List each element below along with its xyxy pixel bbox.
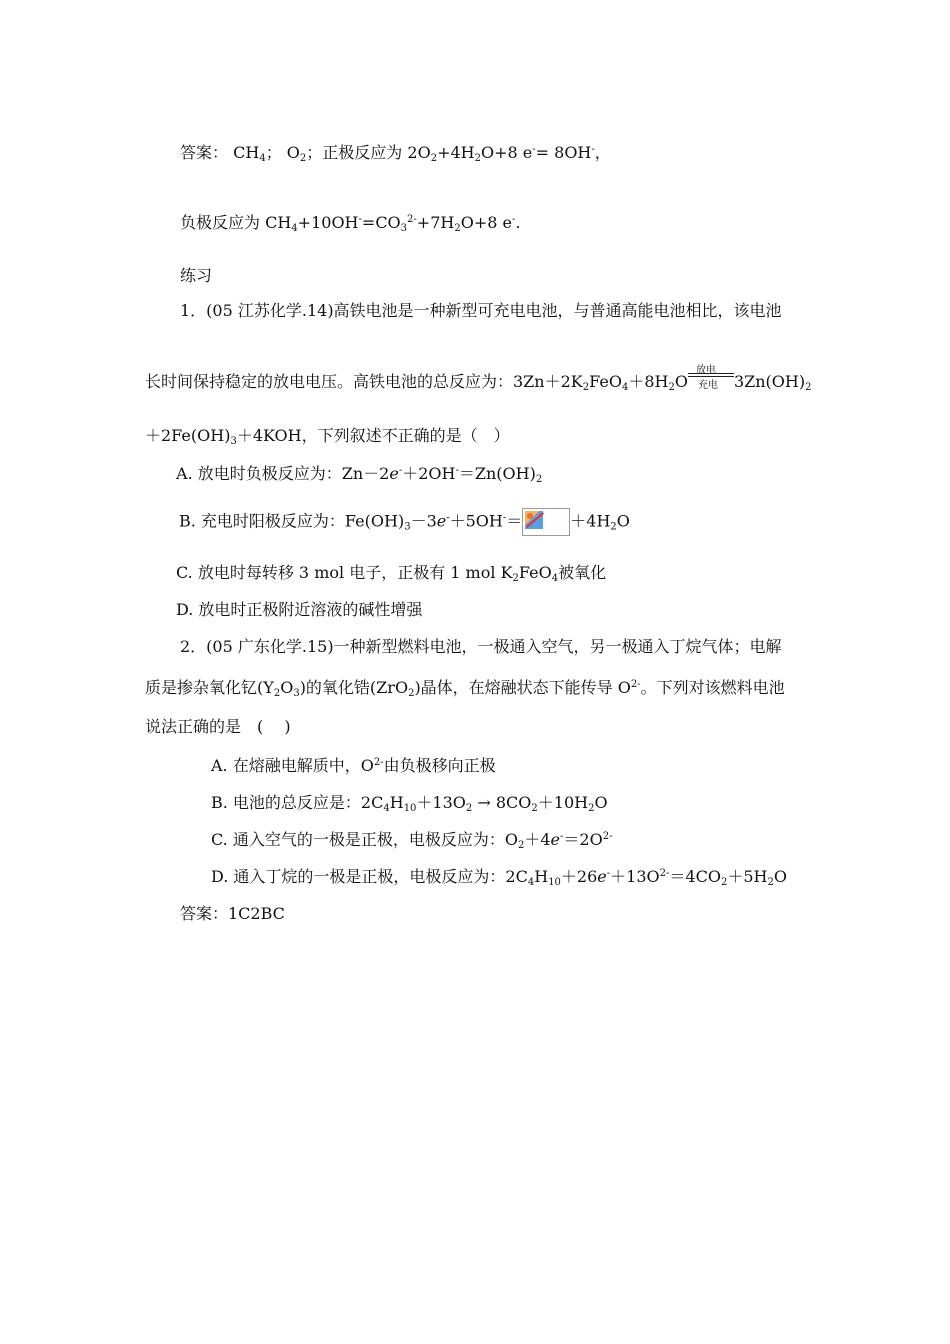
answer-line-1: 答案： $CH_4$； $O_2$；正极反应为 $2O_2+4H_2O+8$ e-= 8OH-， — [180, 143, 611, 164]
reversible-arrow: 放电 充电 — [688, 372, 734, 394]
question-2-option-b: B. 电池的总反应是：$2C_4H_{10}+13O_2 \to 8CO_2+10H_2O$ — [211, 793, 608, 814]
question-1-option-d: D. 放电时正极附近溶液的碱性增强 — [176, 600, 423, 619]
question-2-line-2: 质是掺杂氧化钇$(Y_2O_3)$的氧化锆(ZrO$_2$)晶体，在熔融状态下能传导 $O^{2-}$。下列对该燃料电池 — [145, 678, 785, 699]
practice-label: 练习 — [180, 266, 213, 285]
answer-label: 答案： — [180, 143, 229, 162]
question-1-line-2: 长时间保持稳定的放电电压。高铁电池的总反应为：$3Zn+2K_2FeO_4+8H_2O$ 放电 充电 $3Zn(OH)_2$ — [145, 364, 812, 393]
question-1-line-3: $+2Fe(OH)_3+4KOH$，下列叙述不正确的是（ ） — [145, 426, 510, 447]
question-2-option-a: A. 在熔融电解质中，$O^{2-}$由负极移向正极 — [211, 756, 496, 775]
question-2-option-d: D. 通入丁烷的一极是正极，电极反应为：$2C_4H_{10}+26e^-+13O^{2-}=4CO_2+5H_2O$ — [211, 867, 787, 888]
question-1-option-b: B. 充电时阳极反应为：$Fe(OH)_3-3e^-+5OH^-=$ $+4H_2O$ — [179, 508, 630, 536]
final-answer: 答案：1C2BC — [180, 904, 285, 923]
question-2-option-c: C. 通入空气的一极是正极，电极反应为：$O_2+4e^-=2O^{2-}$ — [211, 830, 613, 851]
question-2-line-1: 2．(05 广东化学.15)一种新型燃料电池，一极通入空气，另一极通入丁烷气体；电解 — [180, 637, 782, 656]
question-2-line-3: 说法正确的是 ( ) — [145, 717, 291, 736]
missing-image-icon — [522, 508, 570, 536]
negative-electrode-line: 负极反应为 $CH_4+10OH^-=CO_3^{2-}+7H_2O+8$ e-. — [180, 213, 521, 234]
question-1-line-1: 1．(05 江苏化学.14)高铁电池是一种新型可充电电池，与普通高能电池相比，该电池 — [180, 301, 782, 320]
question-1-option-c: C. 放电时每转移 3 mol 电子，正极有 1 mol $K_2FeO_4$被氧化 — [176, 563, 607, 584]
question-1-option-a: A. 放电时负极反应为：$Zn-2e^-+2OH^-=Zn(OH)_2$ — [176, 464, 543, 485]
